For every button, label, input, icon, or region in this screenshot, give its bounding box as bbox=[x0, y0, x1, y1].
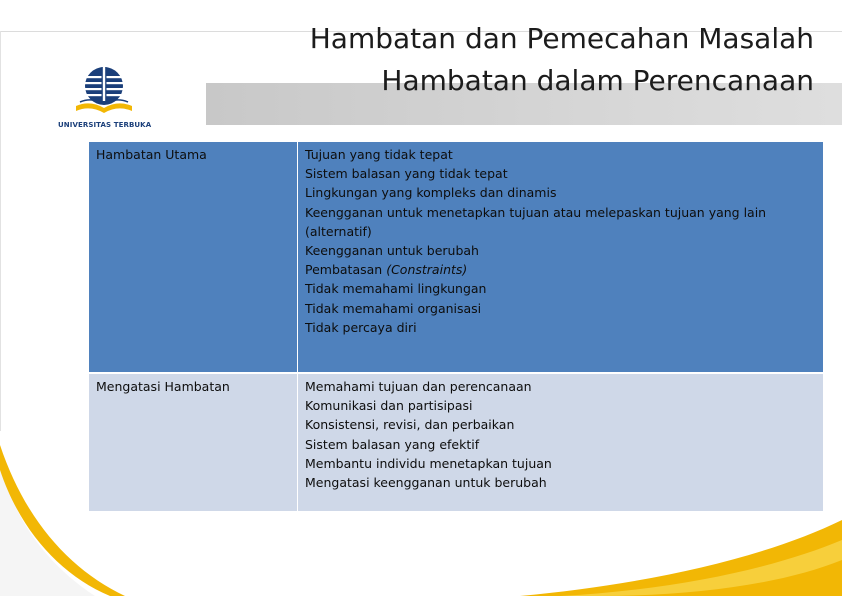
list-item: Konsistensi, revisi, dan perbaikan bbox=[305, 417, 515, 433]
title-line-2: Hambatan dalam Perencanaan bbox=[381, 64, 814, 97]
table-row-label bbox=[89, 142, 297, 372]
list-item: Lingkungan yang kompleks dan dinamis bbox=[305, 185, 557, 201]
list-item: Komunikasi dan partisipasi bbox=[305, 398, 473, 414]
list-item: Sistem balasan yang tidak tepat bbox=[305, 166, 508, 182]
table-row-content bbox=[298, 374, 823, 511]
list-item bbox=[305, 260, 816, 279]
list-item: Tidak percaya diri bbox=[305, 319, 417, 335]
row-label-mengatasi-hambatan: Mengatasi Hambatan bbox=[96, 379, 230, 394]
list-item: Tidak memahami organisasi bbox=[305, 300, 482, 316]
list-item: Membantu individu menetapkan tujuan bbox=[305, 455, 552, 471]
list-item: Sistem balasan yang efektif bbox=[305, 436, 480, 452]
title-line-1: Hambatan dan Pemecahan Masalah bbox=[309, 22, 814, 55]
list-item: Mengatasi keengganan untuk berubah bbox=[305, 475, 547, 491]
list-item: Tujuan yang tidak tepat bbox=[305, 147, 453, 162]
logo-text: UNIVERSITAS TERBUKA bbox=[58, 121, 152, 129]
list-item: Keengganan untuk berubah bbox=[305, 243, 479, 259]
slide-title bbox=[310, 18, 814, 102]
list-item: Memahami tujuan dan perencanaan bbox=[305, 379, 532, 394]
left-divider bbox=[0, 31, 1, 431]
constraints-note: (Constraints) bbox=[386, 262, 468, 278]
list-item: Keengganan untuk menetapkan tujuan atau melepaskan tujuan yang lain (alternatif) bbox=[305, 204, 767, 239]
table-row-label bbox=[89, 374, 297, 511]
table-row-content bbox=[298, 142, 823, 372]
row-label-hambatan-utama: Hambatan Utama bbox=[96, 147, 207, 162]
list-item-text: Pembatasan bbox=[305, 262, 383, 278]
list-item: Tidak memahami lingkungan bbox=[305, 281, 487, 297]
